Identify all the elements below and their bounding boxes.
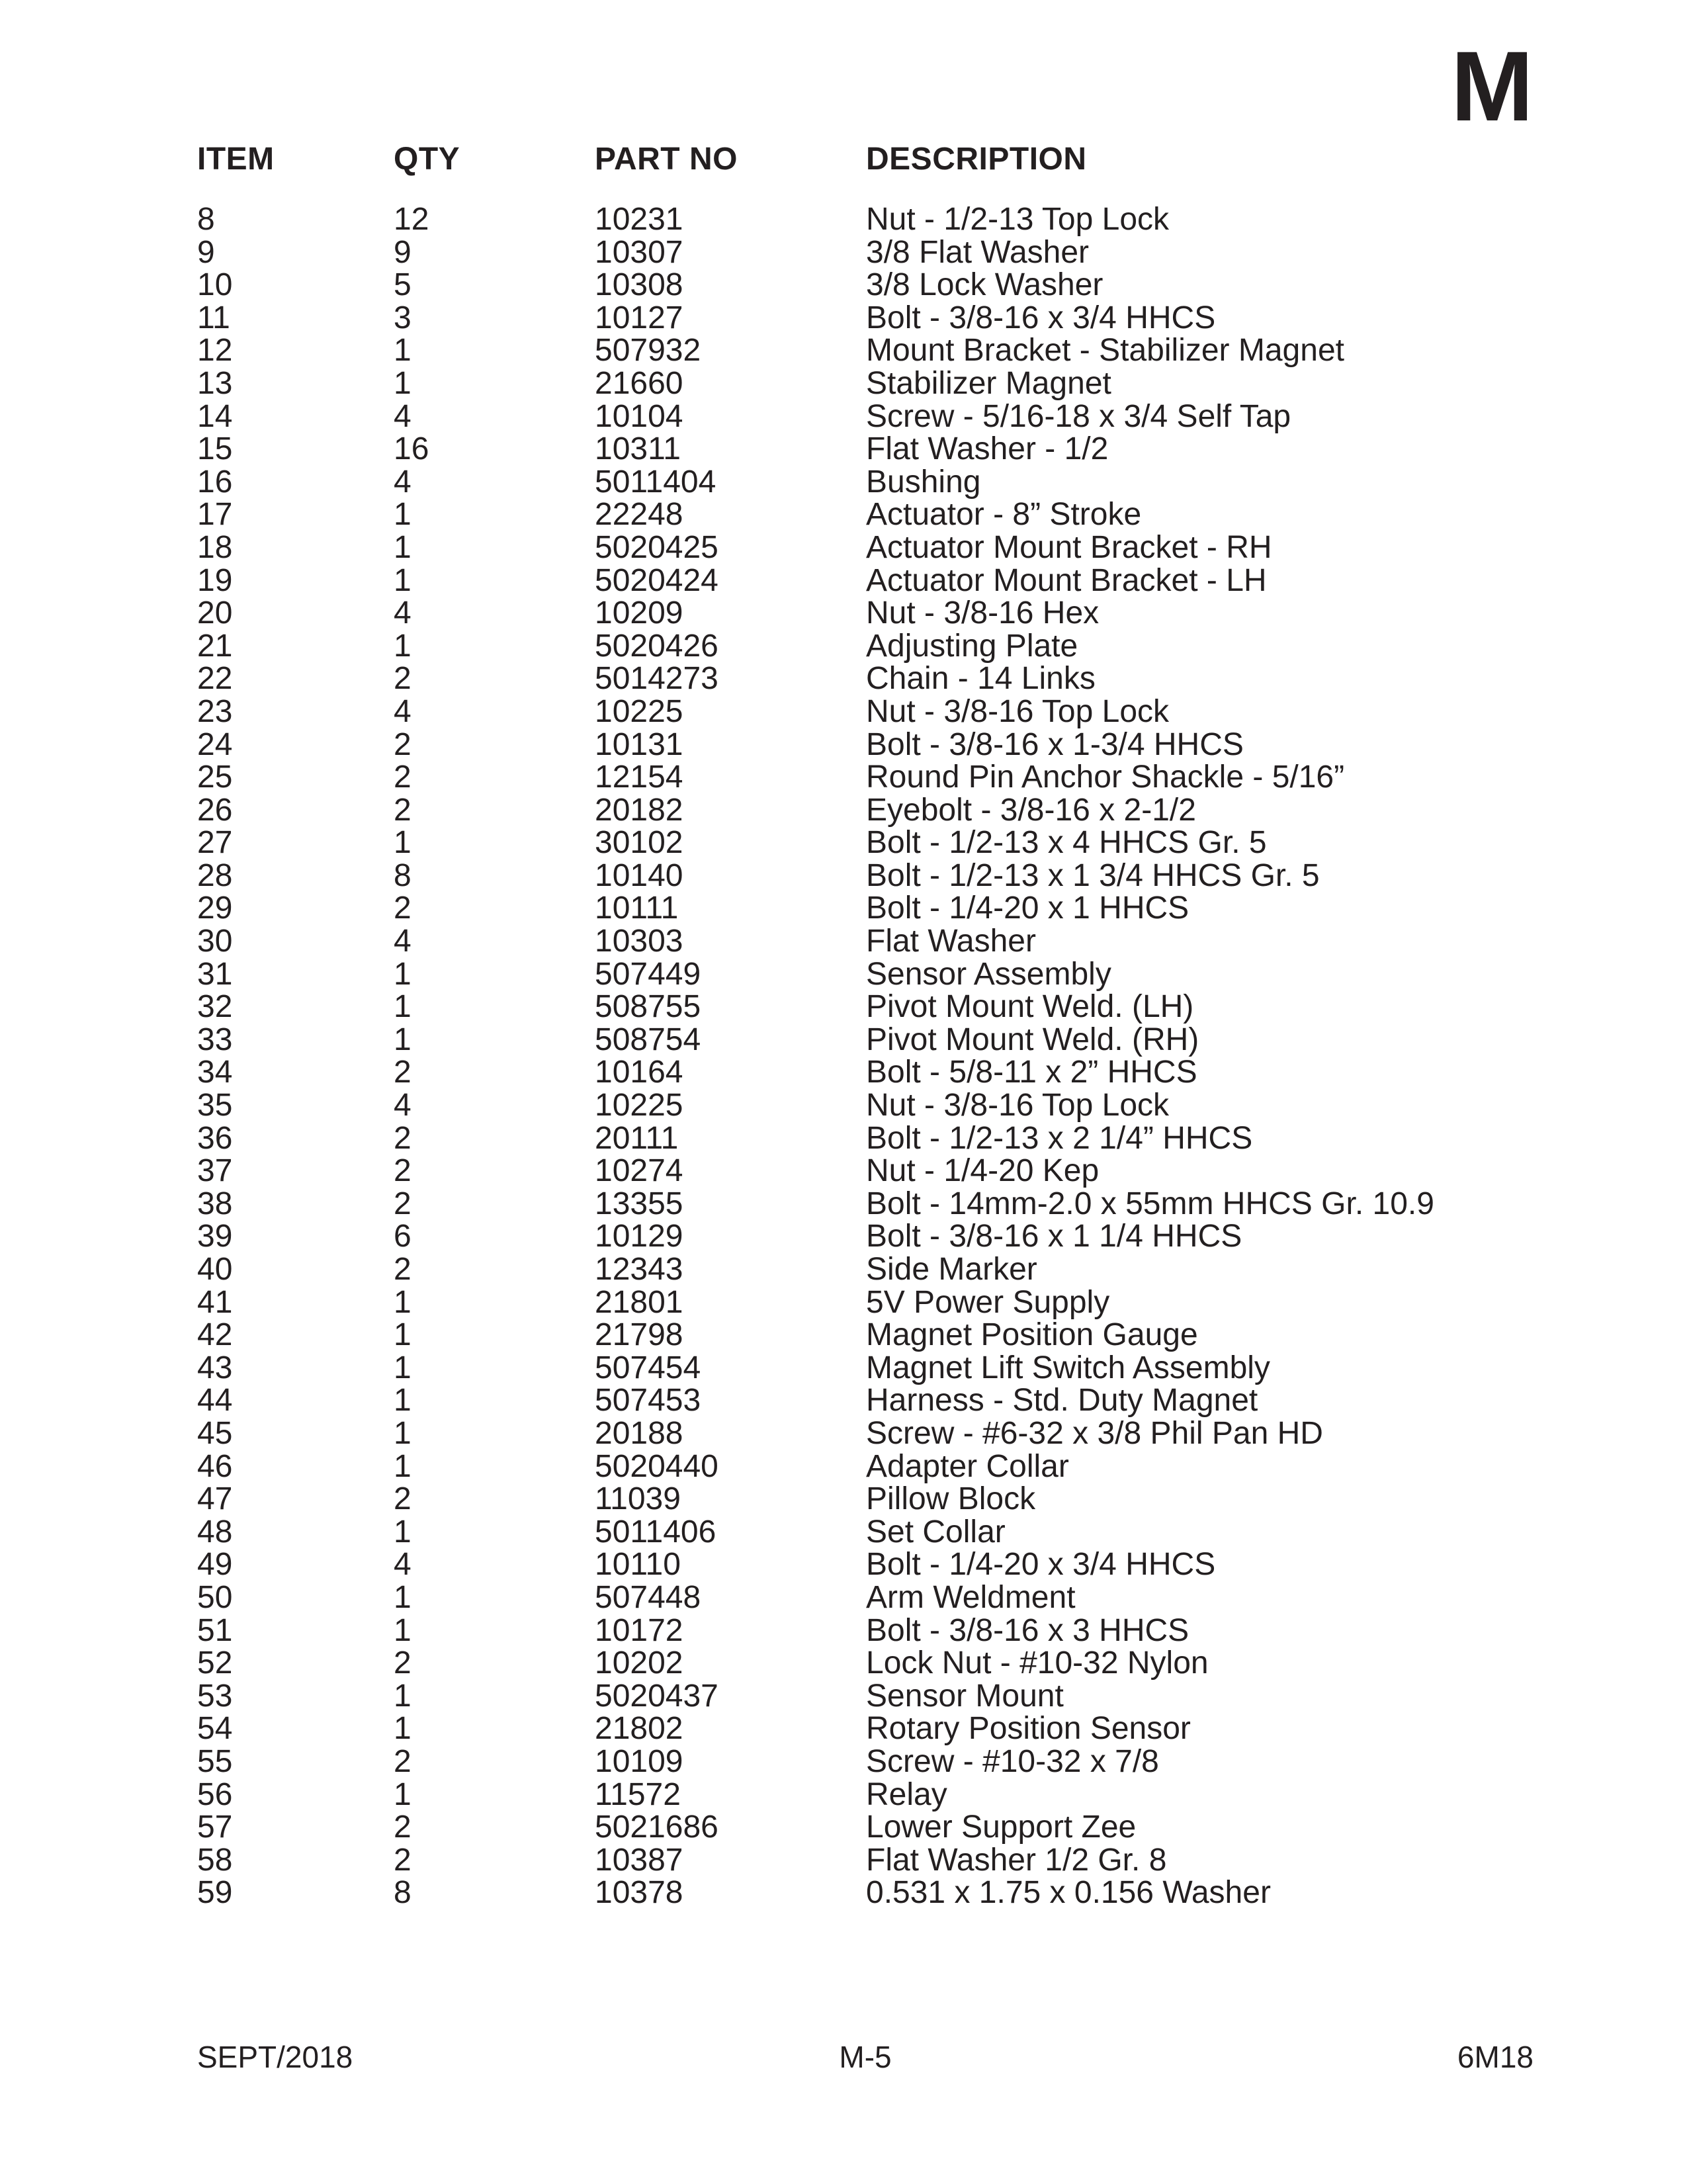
- cell-qty: 4: [394, 595, 411, 631]
- cell-item: 10: [197, 267, 233, 303]
- cell-item: 16: [197, 464, 233, 500]
- cell-item: 27: [197, 825, 233, 861]
- cell-item: 38: [197, 1186, 233, 1221]
- cell-description: Bolt - 3/8-16 x 3 HHCS: [866, 1612, 1190, 1648]
- cell-description: Rotary Position Sensor: [866, 1711, 1191, 1747]
- cell-description: Bolt - 3/8-16 x 1 1/4 HHCS: [866, 1219, 1242, 1254]
- page-footer: [197, 2039, 1534, 2079]
- cell-item: 19: [197, 562, 233, 598]
- table-row: [197, 1056, 1520, 1089]
- table-row: [197, 1844, 1520, 1877]
- cell-item: 30: [197, 924, 233, 959]
- table-row: [197, 859, 1520, 893]
- table-row: [197, 1417, 1520, 1450]
- cell-item: 50: [197, 1579, 233, 1615]
- cell-part-no: 10307: [595, 234, 683, 270]
- cell-item: 18: [197, 529, 233, 565]
- table-row: [197, 630, 1520, 663]
- cell-description: Eyebolt - 3/8-16 x 2-1/2: [866, 792, 1196, 828]
- cell-part-no: 10111: [595, 891, 679, 926]
- table-row: [197, 334, 1520, 367]
- cell-qty: 1: [394, 1612, 411, 1648]
- table-row: [197, 498, 1520, 531]
- cell-description: Sensor Assembly: [866, 956, 1111, 992]
- table-row: [197, 302, 1520, 335]
- cell-qty: 2: [394, 726, 411, 762]
- cell-description: Magnet Lift Switch Assembly: [866, 1350, 1270, 1385]
- cell-part-no: 10104: [595, 398, 683, 434]
- cell-item: 12: [197, 333, 233, 369]
- cell-qty: 1: [394, 529, 411, 565]
- cell-part-no: 21802: [595, 1711, 683, 1747]
- cell-item: 13: [197, 365, 233, 401]
- cell-qty: 1: [394, 628, 411, 664]
- cell-qty: 3: [394, 300, 411, 335]
- cell-part-no: 21798: [595, 1317, 683, 1353]
- cell-description: Bolt - 1/4-20 x 3/4 HHCS: [866, 1547, 1216, 1583]
- cell-part-no: 10231: [595, 202, 683, 237]
- cell-description: Bolt - 3/8-16 x 3/4 HHCS: [866, 300, 1216, 335]
- cell-item: 29: [197, 891, 233, 926]
- cell-item: 43: [197, 1350, 233, 1385]
- cell-item: 40: [197, 1252, 233, 1287]
- cell-item: 24: [197, 726, 233, 762]
- table-row: [197, 1745, 1520, 1778]
- cell-description: 3/8 Lock Washer: [866, 267, 1103, 303]
- cell-part-no: 507932: [595, 333, 701, 369]
- cell-part-no: 5020440: [595, 1448, 718, 1484]
- cell-item: 35: [197, 1088, 233, 1123]
- cell-item: 8: [197, 202, 215, 237]
- cell-qty: 2: [394, 661, 411, 697]
- cell-item: 51: [197, 1612, 233, 1648]
- cell-description: Bolt - 5/8-11 x 2” HHCS: [866, 1055, 1197, 1090]
- cell-item: 55: [197, 1743, 233, 1779]
- cell-qty: 2: [394, 1481, 411, 1517]
- cell-qty: 1: [394, 1448, 411, 1484]
- cell-part-no: 20188: [595, 1415, 683, 1451]
- cell-qty: 2: [394, 891, 411, 926]
- table-row: [197, 728, 1520, 762]
- table-row: [197, 564, 1520, 597]
- cell-part-no: 5021686: [595, 1810, 718, 1845]
- cell-item: 32: [197, 989, 233, 1025]
- cell-qty: 1: [394, 1383, 411, 1419]
- cell-part-no: 10110: [595, 1547, 681, 1583]
- cell-description: Pivot Mount Weld. (LH): [866, 989, 1194, 1025]
- cell-item: 23: [197, 693, 233, 729]
- cell-description: Screw - 5/16-18 x 3/4 Self Tap: [866, 398, 1291, 434]
- cell-qty: 1: [394, 365, 411, 401]
- cell-part-no: 11572: [595, 1776, 681, 1812]
- cell-qty: 16: [394, 431, 429, 467]
- cell-item: 59: [197, 1875, 233, 1911]
- table-row: [197, 826, 1520, 859]
- table-row: [197, 1220, 1520, 1253]
- cell-description: Nut - 3/8-16 Top Lock: [866, 1088, 1170, 1123]
- footer-date: SEPT/2018: [197, 2040, 353, 2074]
- cell-qty: 2: [394, 1055, 411, 1090]
- table-row: [197, 1089, 1520, 1122]
- cell-qty: 1: [394, 1514, 411, 1550]
- cell-qty: 2: [394, 1645, 411, 1681]
- cell-part-no: 13355: [595, 1186, 683, 1221]
- cell-description: Nut - 1/4-20 Kep: [866, 1153, 1100, 1189]
- cell-part-no: 10225: [595, 693, 683, 729]
- cell-description: Bolt - 1/4-20 x 1 HHCS: [866, 891, 1190, 926]
- cell-item: 54: [197, 1711, 233, 1747]
- cell-item: 49: [197, 1547, 233, 1583]
- cell-item: 45: [197, 1415, 233, 1451]
- table-row: [197, 1548, 1520, 1581]
- table-row: [197, 1384, 1520, 1417]
- table-row: [197, 1680, 1520, 1713]
- cell-part-no: 10303: [595, 924, 683, 959]
- cell-qty: 1: [394, 1317, 411, 1353]
- cell-description: Side Marker: [866, 1252, 1037, 1287]
- cell-qty: 2: [394, 1153, 411, 1189]
- cell-item: 56: [197, 1776, 233, 1812]
- cell-description: Flat Washer - 1/2: [866, 431, 1109, 467]
- cell-qty: 4: [394, 464, 411, 500]
- cell-qty: 2: [394, 1120, 411, 1156]
- header-part-no: PART NO: [595, 142, 738, 177]
- cell-qty: 4: [394, 398, 411, 434]
- cell-part-no: 10209: [595, 595, 683, 631]
- cell-description: Nut - 3/8-16 Hex: [866, 595, 1100, 631]
- table-row: [197, 1712, 1520, 1745]
- cell-qty: 1: [394, 1022, 411, 1057]
- table-row: [197, 1024, 1520, 1057]
- cell-part-no: 10274: [595, 1153, 683, 1189]
- table-row: [197, 466, 1520, 499]
- table-row: [197, 1122, 1520, 1155]
- cell-description: Adjusting Plate: [866, 628, 1078, 664]
- cell-qty: 1: [394, 333, 411, 369]
- footer-page-number: M-5: [839, 2040, 892, 2074]
- cell-part-no: 508755: [595, 989, 701, 1025]
- cell-part-no: 5011404: [595, 464, 716, 500]
- cell-description: Pivot Mount Weld. (RH): [866, 1022, 1199, 1057]
- cell-part-no: 12343: [595, 1252, 683, 1287]
- cell-qty: 1: [394, 989, 411, 1025]
- cell-part-no: 5020425: [595, 529, 718, 565]
- table-row: [197, 367, 1520, 400]
- cell-part-no: 507453: [595, 1383, 701, 1419]
- table-row: [197, 1155, 1520, 1188]
- cell-qty: 1: [394, 1350, 411, 1385]
- cell-description: Round Pin Anchor Shackle - 5/16”: [866, 760, 1345, 795]
- cell-part-no: 508754: [595, 1022, 701, 1057]
- cell-part-no: 507454: [595, 1350, 701, 1385]
- cell-item: 39: [197, 1219, 233, 1254]
- cell-part-no: 10129: [595, 1219, 683, 1254]
- header-description: DESCRIPTION: [866, 142, 1087, 177]
- cell-qty: 8: [394, 1875, 411, 1911]
- cell-item: 58: [197, 1842, 233, 1878]
- cell-part-no: 10172: [595, 1612, 683, 1648]
- cell-description: Set Collar: [866, 1514, 1006, 1550]
- cell-item: 36: [197, 1120, 233, 1156]
- cell-description: Actuator Mount Bracket - RH: [866, 529, 1272, 565]
- table-row: [197, 1811, 1520, 1844]
- cell-part-no: 10127: [595, 300, 683, 335]
- cell-qty: 1: [394, 497, 411, 533]
- cell-item: 25: [197, 760, 233, 795]
- cell-description: Flat Washer 1/2 Gr. 8: [866, 1842, 1167, 1878]
- cell-qty: 2: [394, 792, 411, 828]
- cell-item: 34: [197, 1055, 233, 1090]
- cell-part-no: 10140: [595, 857, 683, 893]
- table-row: [197, 761, 1520, 794]
- cell-description: Screw - #10-32 x 7/8: [866, 1743, 1159, 1779]
- cell-qty: 1: [394, 562, 411, 598]
- cell-part-no: 10308: [595, 267, 683, 303]
- cell-item: 41: [197, 1284, 233, 1320]
- cell-qty: 4: [394, 1088, 411, 1123]
- cell-item: 37: [197, 1153, 233, 1189]
- cell-qty: 2: [394, 1186, 411, 1221]
- cell-part-no: 5020426: [595, 628, 718, 664]
- cell-qty: 2: [394, 1252, 411, 1287]
- table-row: [197, 1286, 1520, 1319]
- table-row: [197, 1450, 1520, 1483]
- table-header: [197, 136, 1520, 183]
- table-row: [197, 1647, 1520, 1680]
- cell-description: Screw - #6-32 x 3/8 Phil Pan HD: [866, 1415, 1323, 1451]
- cell-qty: 2: [394, 1842, 411, 1878]
- cell-description: Bolt - 14mm-2.0 x 55mm HHCS Gr. 10.9: [866, 1186, 1434, 1221]
- cell-item: 11: [197, 300, 230, 335]
- cell-description: Harness - Std. Duty Magnet: [866, 1383, 1258, 1419]
- cell-part-no: 10164: [595, 1055, 683, 1090]
- cell-description: Lock Nut - #10-32 Nylon: [866, 1645, 1209, 1681]
- table-row: [197, 1319, 1520, 1352]
- table-row: [197, 597, 1520, 630]
- cell-description: Bolt - 1/2-13 x 4 HHCS Gr. 5: [866, 825, 1267, 861]
- cell-qty: 4: [394, 924, 411, 959]
- cell-item: 14: [197, 398, 233, 434]
- cell-description: Bushing: [866, 464, 981, 500]
- cell-description: Nut - 3/8-16 Top Lock: [866, 693, 1170, 729]
- cell-part-no: 10378: [595, 1875, 683, 1911]
- cell-qty: 1: [394, 1678, 411, 1714]
- parts-table: [197, 136, 1520, 1909]
- cell-description: Actuator Mount Bracket - LH: [866, 562, 1267, 598]
- cell-item: 48: [197, 1514, 233, 1550]
- table-row: [197, 958, 1520, 991]
- cell-part-no: 10387: [595, 1842, 683, 1878]
- cell-part-no: 507449: [595, 956, 701, 992]
- cell-description: Stabilizer Magnet: [866, 365, 1111, 401]
- cell-item: 21: [197, 628, 233, 664]
- cell-qty: 4: [394, 693, 411, 729]
- cell-item: 33: [197, 1022, 233, 1057]
- cell-qty: 2: [394, 1810, 411, 1845]
- cell-qty: 2: [394, 760, 411, 795]
- cell-part-no: 5020424: [595, 562, 718, 598]
- table-row: [197, 925, 1520, 958]
- cell-description: Mount Bracket - Stabilizer Magnet: [866, 333, 1344, 369]
- cell-qty: 5: [394, 267, 411, 303]
- cell-item: 15: [197, 431, 233, 467]
- cell-description: 5V Power Supply: [866, 1284, 1110, 1320]
- table-row: [197, 662, 1520, 695]
- cell-qty: 4: [394, 1547, 411, 1583]
- cell-part-no: 10202: [595, 1645, 683, 1681]
- cell-qty: 9: [394, 234, 411, 270]
- table-row: [197, 203, 1520, 236]
- cell-part-no: 10131: [595, 726, 683, 762]
- cell-part-no: 20182: [595, 792, 683, 828]
- cell-description: Arm Weldment: [866, 1579, 1076, 1615]
- cell-part-no: 30102: [595, 825, 683, 861]
- table-row: [197, 1516, 1520, 1549]
- cell-qty: 1: [394, 1711, 411, 1747]
- cell-item: 28: [197, 857, 233, 893]
- table-row: [197, 400, 1520, 433]
- section-letter: M: [1451, 30, 1534, 142]
- cell-description: Sensor Mount: [866, 1678, 1064, 1714]
- cell-part-no: 5020437: [595, 1678, 718, 1714]
- cell-part-no: 10311: [595, 431, 681, 467]
- cell-part-no: 507448: [595, 1579, 701, 1615]
- cell-description: Relay: [866, 1776, 947, 1812]
- cell-qty: 1: [394, 1579, 411, 1615]
- cell-part-no: 22248: [595, 497, 683, 533]
- table-row: [197, 269, 1520, 302]
- cell-item: 42: [197, 1317, 233, 1353]
- table-row: [197, 433, 1520, 466]
- cell-item: 20: [197, 595, 233, 631]
- cell-qty: 1: [394, 1415, 411, 1451]
- cell-qty: 1: [394, 1284, 411, 1320]
- cell-item: 31: [197, 956, 233, 992]
- header-qty: QTY: [394, 142, 460, 177]
- table-row: [197, 1352, 1520, 1385]
- cell-qty: 1: [394, 956, 411, 992]
- cell-description: Actuator - 8” Stroke: [866, 497, 1142, 533]
- cell-description: Nut - 1/2-13 Top Lock: [866, 202, 1170, 237]
- cell-qty: 12: [394, 202, 429, 237]
- cell-item: 44: [197, 1383, 233, 1419]
- table-row: [197, 892, 1520, 925]
- cell-item: 47: [197, 1481, 233, 1517]
- cell-description: Bolt - 1/2-13 x 1 3/4 HHCS Gr. 5: [866, 857, 1320, 893]
- table-row: [197, 1483, 1520, 1516]
- table-row: [197, 531, 1520, 564]
- cell-item: 9: [197, 234, 215, 270]
- cell-qty: 1: [394, 1776, 411, 1812]
- cell-part-no: 12154: [595, 760, 683, 795]
- cell-part-no: 10225: [595, 1088, 683, 1123]
- cell-description: 0.531 x 1.75 x 0.156 Washer: [866, 1875, 1271, 1911]
- cell-qty: 2: [394, 1743, 411, 1779]
- table-row: [197, 1253, 1520, 1286]
- cell-item: 26: [197, 792, 233, 828]
- table-row: [197, 1188, 1520, 1221]
- table-row: [197, 794, 1520, 827]
- cell-description: Adapter Collar: [866, 1448, 1069, 1484]
- cell-part-no: 11039: [595, 1481, 681, 1517]
- cell-item: 22: [197, 661, 233, 697]
- header-item: ITEM: [197, 142, 275, 177]
- cell-qty: 6: [394, 1219, 411, 1254]
- footer-doc-code: 6M18: [1457, 2040, 1534, 2074]
- cell-qty: 8: [394, 857, 411, 893]
- cell-description: Bolt - 1/2-13 x 2 1/4” HHCS: [866, 1120, 1253, 1156]
- cell-item: 52: [197, 1645, 233, 1681]
- cell-description: Bolt - 3/8-16 x 1-3/4 HHCS: [866, 726, 1244, 762]
- cell-part-no: 21660: [595, 365, 683, 401]
- cell-item: 53: [197, 1678, 233, 1714]
- table-row: [197, 1876, 1520, 1909]
- cell-part-no: 20111: [595, 1120, 679, 1156]
- cell-item: 57: [197, 1810, 233, 1845]
- cell-description: Chain - 14 Links: [866, 661, 1096, 697]
- cell-part-no: 21801: [595, 1284, 683, 1320]
- cell-description: 3/8 Flat Washer: [866, 234, 1090, 270]
- table-row: [197, 1614, 1520, 1647]
- table-row: [197, 695, 1520, 728]
- cell-part-no: 5011406: [595, 1514, 716, 1550]
- cell-item: 17: [197, 497, 233, 533]
- cell-description: Magnet Position Gauge: [866, 1317, 1198, 1353]
- table-row: [197, 236, 1520, 269]
- cell-qty: 1: [394, 825, 411, 861]
- table-body: [197, 203, 1520, 1909]
- table-row: [197, 990, 1520, 1024]
- cell-part-no: 10109: [595, 1743, 683, 1779]
- table-row: [197, 1778, 1520, 1812]
- cell-description: Lower Support Zee: [866, 1810, 1137, 1845]
- table-row: [197, 1581, 1520, 1614]
- cell-part-no: 5014273: [595, 661, 718, 697]
- cell-description: Pillow Block: [866, 1481, 1036, 1517]
- cell-description: Flat Washer: [866, 924, 1036, 959]
- cell-item: 46: [197, 1448, 233, 1484]
